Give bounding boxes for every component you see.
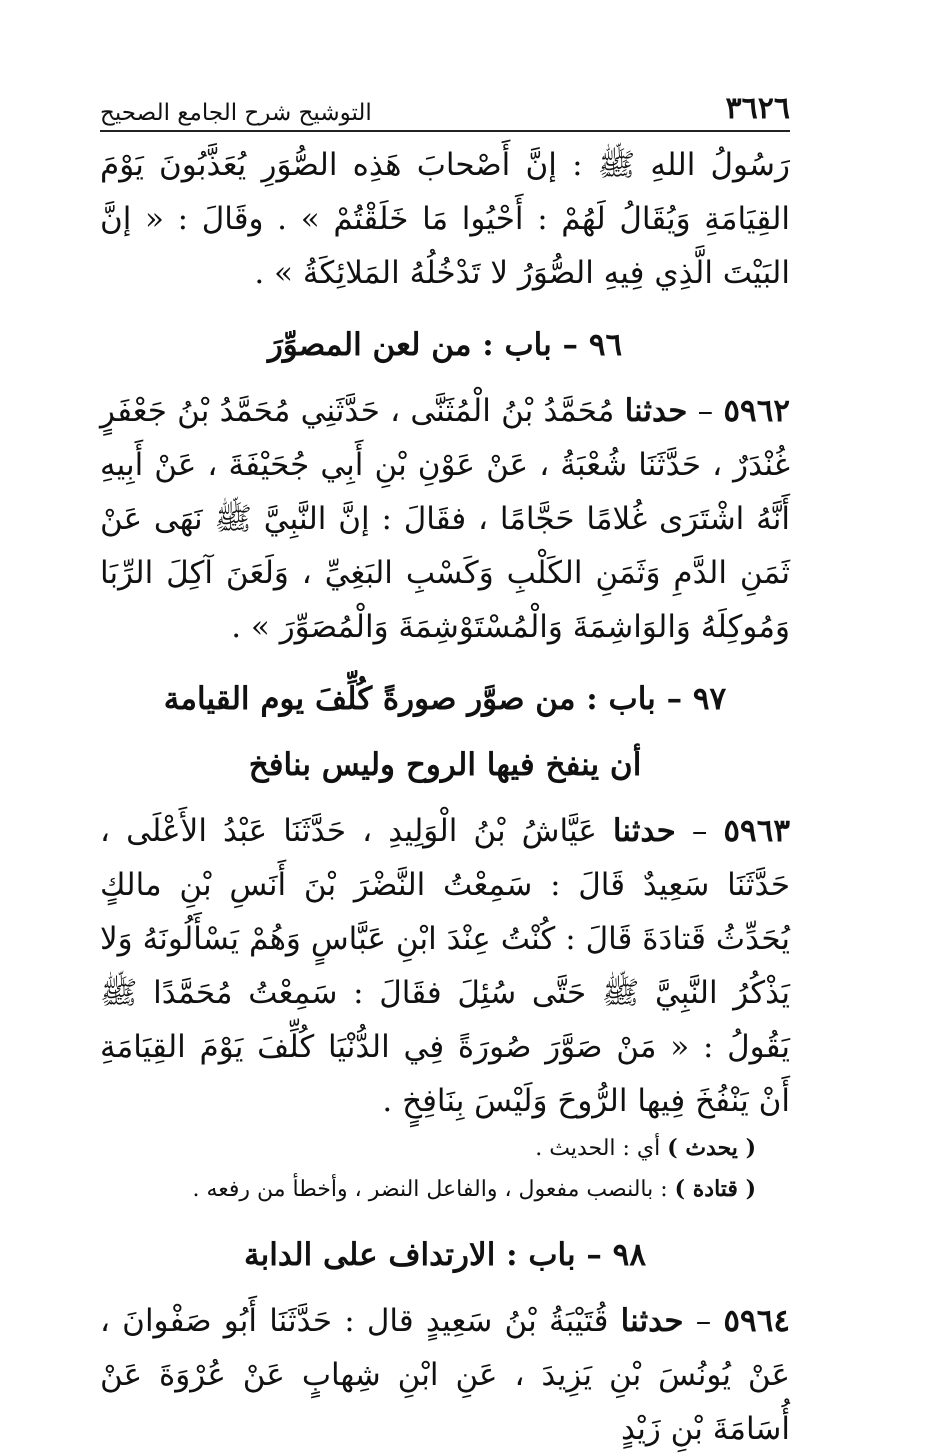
chapter-96-heading: ٩٦ – باب : من لعن المصوِّرَ bbox=[267, 327, 623, 363]
hadith-5964 bbox=[100, 1294, 790, 1456]
chapter-98-heading: ٩٨ – باب : الارتداف على الدابة bbox=[244, 1237, 646, 1273]
intro-paragraph: رَسُولُ اللهِ ﷺ : إنَّ أَصْحابَ هَذِه الصُّوَرِ يُعَذَّبُونَ يَوْمَ القِيَامَةِ وَيُقَالُ لَهُمْ : أَحْيُوا مَا خَلَقْتُمْ » . وقَالَ : « إنَّ البَيْتَ الَّذِي فِيهِ الصُّوَرُ لا تَدْخُلُهُ المَلائِكَةُ » . bbox=[100, 147, 790, 291]
chapter-97-heading: ٩٧ – باب : من صوَّر صورةً كُلِّفَ يوم القيامة bbox=[163, 681, 727, 717]
hadith-lead: حدثنا bbox=[612, 813, 676, 849]
hadith-5962 bbox=[100, 384, 790, 654]
note-gloss: أي : الحديث . bbox=[535, 1136, 661, 1161]
hadith-5963 bbox=[100, 804, 790, 1128]
dash: – bbox=[695, 1303, 712, 1339]
hadith-text: عَيَّاشُ بْنُ الْوَلِيدِ ، حَدَّثَنَا عَبْدُ الأَعْلَى ، حَدَّثَنَا سَعِيدٌ قَالَ : سَمِعْتُ النَّضْرَ بْنَ أَنَسِ بْنِ مالكٍ يُحَدِّثُ قَتادَةَ قَالَ : كُنْتُ عِنْدَ ابْنِ عَبَّاسٍ وَهُمْ يَسْأَلُونَهُ وَلا يَذْكُرُ النَّبِيَّ ﷺ حَتَّى سُئِلَ فقَالَ : سَمِعْتُ مُحَمَّدًا ﷺ يَقُولُ : « مَنْ صَوَّرَ صُورَةً فِي الدُّنْيَا كُلِّفَ يَوْمَ القِيَامَةِ أَنْ يَنْفُخَ فِيها الرُّوحَ وَلَيْسَ بِنَافِخٍ . bbox=[100, 813, 790, 1119]
page-body bbox=[100, 138, 790, 1456]
hadith-lead: حدثنا bbox=[620, 1303, 684, 1339]
hadith-number: ٥٩٦٢ bbox=[723, 393, 791, 429]
footnote-yuhaddith bbox=[100, 1128, 790, 1169]
hadith-lead: حدثنا bbox=[624, 393, 688, 429]
note-gloss: : بالنصب مفعول ، والفاعل النضر ، وأخطأ من رفعه . bbox=[192, 1177, 668, 1202]
hadith-number: ٥٩٦٤ bbox=[723, 1303, 791, 1339]
dash: – bbox=[691, 813, 708, 849]
footnote-qatada bbox=[100, 1169, 790, 1210]
dash: – bbox=[697, 393, 714, 429]
running-title: التوشيح شرح الجامع الصحيح bbox=[100, 100, 372, 126]
note-term: ( يحدث ) bbox=[667, 1135, 756, 1161]
page-number: ٣٦٢٦ bbox=[725, 91, 790, 126]
page-header bbox=[100, 82, 790, 132]
note-term: ( قتادة ) bbox=[674, 1176, 756, 1202]
chapter-97-heading-line2: أن ينفخ فيها الروح وليس بنافخ bbox=[248, 747, 642, 783]
hadith-number: ٥٩٦٣ bbox=[723, 813, 790, 849]
hadith-text: قُتَيْبَةُ بْنُ سَعِيدٍ قال : حَدَّثَنَا أَبُو صَفْوانَ ، عَنْ يُونُسَ بْنِ يَزِيدَ ، عَنِ ابْنِ شِهابٍ عَنْ عُرْوَةَ عَنْ أُسَامَةَ بْنِ زَيْدٍ bbox=[100, 1303, 790, 1447]
hadith-text: مُحَمَّدُ بْنُ الْمُثَنَّى ، حَدَّثَنِي مُحَمَّدُ بْنُ جَعْفَرٍ غُنْدَرٌ ، حَدَّثَنَا شُعْبَةُ ، عَنْ عَوْنِ بْنِ أَبِي جُحَيْفَةَ ، عَنْ أَبِيهِ أَنَّهُ اشْتَرَى غُلامًا حَجَّامًا ، فقَالَ : إنَّ النَّبِيَّ ﷺ نَهَى عَنْ ثَمَنِ الدَّمِ وَثَمَنِ الكَلْبِ وَكَسْبِ البَغِيِّ ، وَلَعَنَ آكِلَ الرِّبَا وَمُوكِلَهُ وَالوَاشِمَةَ وَالْمُسْتَوْشِمَةَ وَالْمُصَوِّرَ » . bbox=[100, 393, 790, 645]
